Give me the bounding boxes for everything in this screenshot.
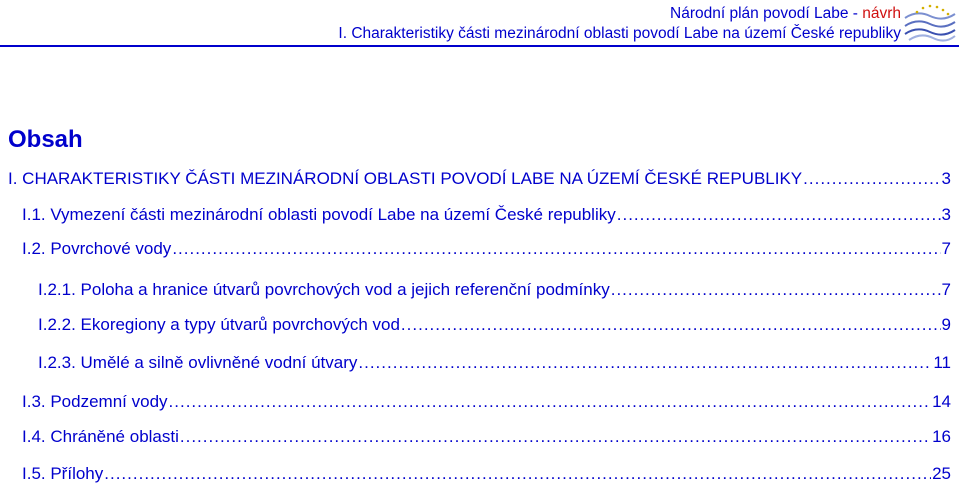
toc-leader-dots (169, 391, 932, 413)
toc-title: Obsah (8, 126, 83, 153)
header-draft-label: návrh (862, 5, 901, 22)
toc-page-number: 11 (933, 353, 951, 372)
toc-entry-label: I. CHARAKTERISTIKY ČÁSTI MEZINÁRODNÍ OBLASTI POVODÍ LABE NA ÚZEMÍ ČESKÉ REPUBLIKY (8, 169, 803, 188)
toc-entry-label: I.3. Podzemní vody (22, 392, 168, 411)
toc-page-number: 7 (941, 239, 951, 258)
toc-page-number: 16 (932, 427, 951, 446)
toc-entry-I-3[interactable] (22, 391, 951, 413)
toc-page-number: 25 (932, 464, 951, 483)
toc-entry-I-2-1[interactable] (38, 279, 951, 301)
toc-leader-dots (617, 204, 941, 226)
toc-leader-dots (104, 463, 931, 485)
toc-entry-I[interactable] (8, 168, 951, 190)
toc-page-number: 3 (941, 169, 951, 188)
toc-entry-label: I.4. Chráněné oblasti (22, 427, 179, 446)
header-rule (0, 45, 959, 47)
toc-leader-dots (172, 238, 940, 260)
header-plan-title: Národní plán povodí Labe - (670, 5, 863, 22)
header-line-2: I. Charakteristiky části mezinárodní oblasti povodí Labe na území České republiky (338, 25, 901, 42)
toc-page-number: 7 (941, 280, 951, 299)
toc-entry-label: I.2.2. Ekoregiony a typy útvarů povrchových vod (38, 315, 400, 334)
toc-entry-I-4[interactable] (22, 426, 951, 448)
toc-page-number: 3 (941, 205, 951, 224)
toc-page-number: 14 (932, 392, 951, 411)
toc-entry-I-2[interactable] (22, 238, 951, 260)
toc-entry-label: I.5. Přílohy (22, 464, 104, 483)
document-header (338, 4, 901, 44)
toc-entry-I-5[interactable] (22, 463, 951, 485)
eu-flag-wave-icon (903, 2, 957, 46)
toc-leader-dots (401, 314, 941, 336)
toc-entry-I-2-3[interactable] (38, 352, 951, 374)
toc-entry-I-1[interactable] (22, 204, 951, 226)
toc-leader-dots (803, 168, 940, 190)
toc-entry-label: I.2. Povrchové vody (22, 239, 172, 258)
toc-entry-label: I.2.1. Poloha a hranice útvarů povrchových vod a jejich referenční podmínky (38, 280, 610, 299)
toc-leader-dots (358, 352, 932, 374)
toc-leader-dots (611, 279, 941, 301)
toc-entry-label: I.2.3. Umělé a silně ovlivněné vodní útvary (38, 353, 358, 372)
toc-page-number: 9 (941, 315, 951, 334)
toc-entry-I-2-2[interactable] (38, 314, 951, 336)
header-line-1 (338, 4, 901, 24)
toc-leader-dots (180, 426, 931, 448)
toc-entry-label: I.1. Vymezení části mezinárodní oblasti povodí Labe na území České republiky (22, 205, 616, 224)
